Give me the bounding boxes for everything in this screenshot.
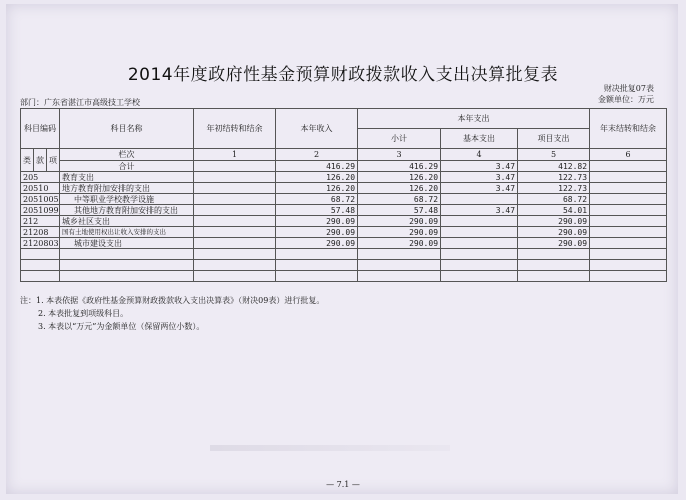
cell-end bbox=[590, 161, 667, 172]
cell-name: 城乡社区支出 bbox=[60, 216, 194, 227]
cell-income: 57.48 bbox=[276, 205, 358, 216]
cell-basic bbox=[441, 216, 518, 227]
column-number: 3 bbox=[358, 149, 441, 161]
cell-subtotal: 68.72 bbox=[358, 194, 441, 205]
note-line: 2. 本表批复到项级科目。 bbox=[38, 309, 129, 318]
table-row bbox=[21, 172, 667, 183]
total-row bbox=[21, 161, 667, 172]
cell-basic: 3.47 bbox=[441, 205, 518, 216]
cell-code: 20510 bbox=[21, 183, 60, 194]
cell-end bbox=[590, 227, 667, 238]
cell-subtotal: 290.09 bbox=[358, 216, 441, 227]
column-number: 6 bbox=[590, 149, 667, 161]
header-subject-code: 科目编码 bbox=[21, 109, 60, 149]
header-lei: 类 bbox=[21, 149, 34, 172]
bleed-through-mark bbox=[210, 445, 450, 451]
cell-begin bbox=[194, 161, 276, 172]
column-number: 5 bbox=[518, 149, 590, 161]
table-row bbox=[21, 238, 667, 249]
cell-code: 212 bbox=[21, 216, 60, 227]
header-income: 本年收入 bbox=[276, 109, 358, 149]
empty-row bbox=[21, 249, 667, 260]
header-begin-balance: 年初结转和结余 bbox=[194, 109, 276, 149]
cell-project: 54.01 bbox=[518, 205, 590, 216]
page-number: — 7.1 — bbox=[326, 480, 360, 489]
cell-name: 中等职业学校教学设施 bbox=[60, 194, 194, 205]
cell-income: 126.20 bbox=[276, 183, 358, 194]
cell-name: 教育支出 bbox=[60, 172, 194, 183]
cell-subtotal: 290.09 bbox=[358, 227, 441, 238]
cell-begin bbox=[194, 227, 276, 238]
cell-code: 2051099 bbox=[21, 205, 60, 216]
column-order-label: 栏次 bbox=[60, 149, 194, 161]
cell-name: 其他地方教育附加安排的支出 bbox=[60, 205, 194, 216]
cell-subtotal: 126.20 bbox=[358, 172, 441, 183]
cell-income: 290.09 bbox=[276, 227, 358, 238]
cell-project: 290.09 bbox=[518, 227, 590, 238]
cell-end bbox=[590, 216, 667, 227]
cell-basic bbox=[441, 194, 518, 205]
header-project: 项目支出 bbox=[518, 129, 590, 149]
cell-begin bbox=[194, 183, 276, 194]
cell-name: 城市建设支出 bbox=[60, 238, 194, 249]
cell-project: 290.09 bbox=[518, 238, 590, 249]
table-row bbox=[21, 227, 667, 238]
cell-basic: 3.47 bbox=[441, 161, 518, 172]
cell-name: 国有土地使用权出让收入安排的支出 bbox=[60, 227, 194, 238]
cell-subtotal: 57.48 bbox=[358, 205, 441, 216]
note-line: 3. 本表以“万元”为金额单位（保留两位小数）。 bbox=[38, 322, 205, 331]
header-end-balance: 年末结转和结余 bbox=[590, 109, 667, 149]
cell-project: 290.09 bbox=[518, 216, 590, 227]
header-subject-name: 科目名称 bbox=[60, 109, 194, 149]
cell-project: 68.72 bbox=[518, 194, 590, 205]
cell-begin bbox=[194, 172, 276, 183]
cell-end bbox=[590, 183, 667, 194]
column-number: 4 bbox=[441, 149, 518, 161]
cell-project: 122.73 bbox=[518, 172, 590, 183]
form-number: 财决批复07表 bbox=[603, 84, 654, 93]
cell-basic bbox=[441, 227, 518, 238]
cell-code: 21208 bbox=[21, 227, 60, 238]
cell-code: 2120803 bbox=[21, 238, 60, 249]
cell-subtotal: 290.09 bbox=[358, 238, 441, 249]
cell-begin bbox=[194, 238, 276, 249]
cell-end bbox=[590, 238, 667, 249]
department-label: 部门：广东省湛江市高级技工学校 bbox=[20, 98, 140, 107]
column-number: 2 bbox=[276, 149, 358, 161]
header-basic: 基本支出 bbox=[441, 129, 518, 149]
column-number: 1 bbox=[194, 149, 276, 161]
cell-basic: 3.47 bbox=[441, 172, 518, 183]
header-xiang: 项 bbox=[47, 149, 60, 172]
header-kuan: 款 bbox=[34, 149, 47, 172]
cell-subtotal: 416.29 bbox=[358, 161, 441, 172]
page-title: 2014年度政府性基金预算财政拨款收入支出决算批复表 bbox=[127, 65, 559, 85]
cell-project: 412.82 bbox=[518, 161, 590, 172]
cell-income: 290.09 bbox=[276, 216, 358, 227]
cell-begin bbox=[194, 205, 276, 216]
cell-end bbox=[590, 172, 667, 183]
table-notes bbox=[20, 294, 324, 333]
cell-project: 122.73 bbox=[518, 183, 590, 194]
empty-row bbox=[21, 260, 667, 271]
table-row bbox=[21, 205, 667, 216]
cell-income: 416.29 bbox=[276, 161, 358, 172]
header-subtotal: 小计 bbox=[358, 129, 441, 149]
cell-end bbox=[590, 194, 667, 205]
table-row bbox=[21, 194, 667, 205]
empty-row bbox=[21, 271, 667, 282]
cell-income: 290.09 bbox=[276, 238, 358, 249]
budget-table bbox=[20, 108, 667, 282]
cell-basic: 3.47 bbox=[441, 183, 518, 194]
header-expenditure: 本年支出 bbox=[358, 109, 590, 129]
cell-code: 205 bbox=[21, 172, 60, 183]
total-label: 合计 bbox=[60, 161, 194, 172]
cell-begin bbox=[194, 216, 276, 227]
cell-income: 126.20 bbox=[276, 172, 358, 183]
cell-begin bbox=[194, 194, 276, 205]
cell-code: 2051005 bbox=[21, 194, 60, 205]
table-row bbox=[21, 216, 667, 227]
table-row bbox=[21, 183, 667, 194]
cell-name: 地方教育附加安排的支出 bbox=[60, 183, 194, 194]
note-line: 注：1. 本表依据《政府性基金预算财政拨款收入支出决算表》（财决09表）进行批复。 bbox=[20, 296, 325, 305]
cell-income: 68.72 bbox=[276, 194, 358, 205]
cell-subtotal: 126.20 bbox=[358, 183, 441, 194]
cell-basic bbox=[441, 238, 518, 249]
unit-label: 金额单位：万元 bbox=[598, 95, 654, 104]
cell-end bbox=[590, 205, 667, 216]
